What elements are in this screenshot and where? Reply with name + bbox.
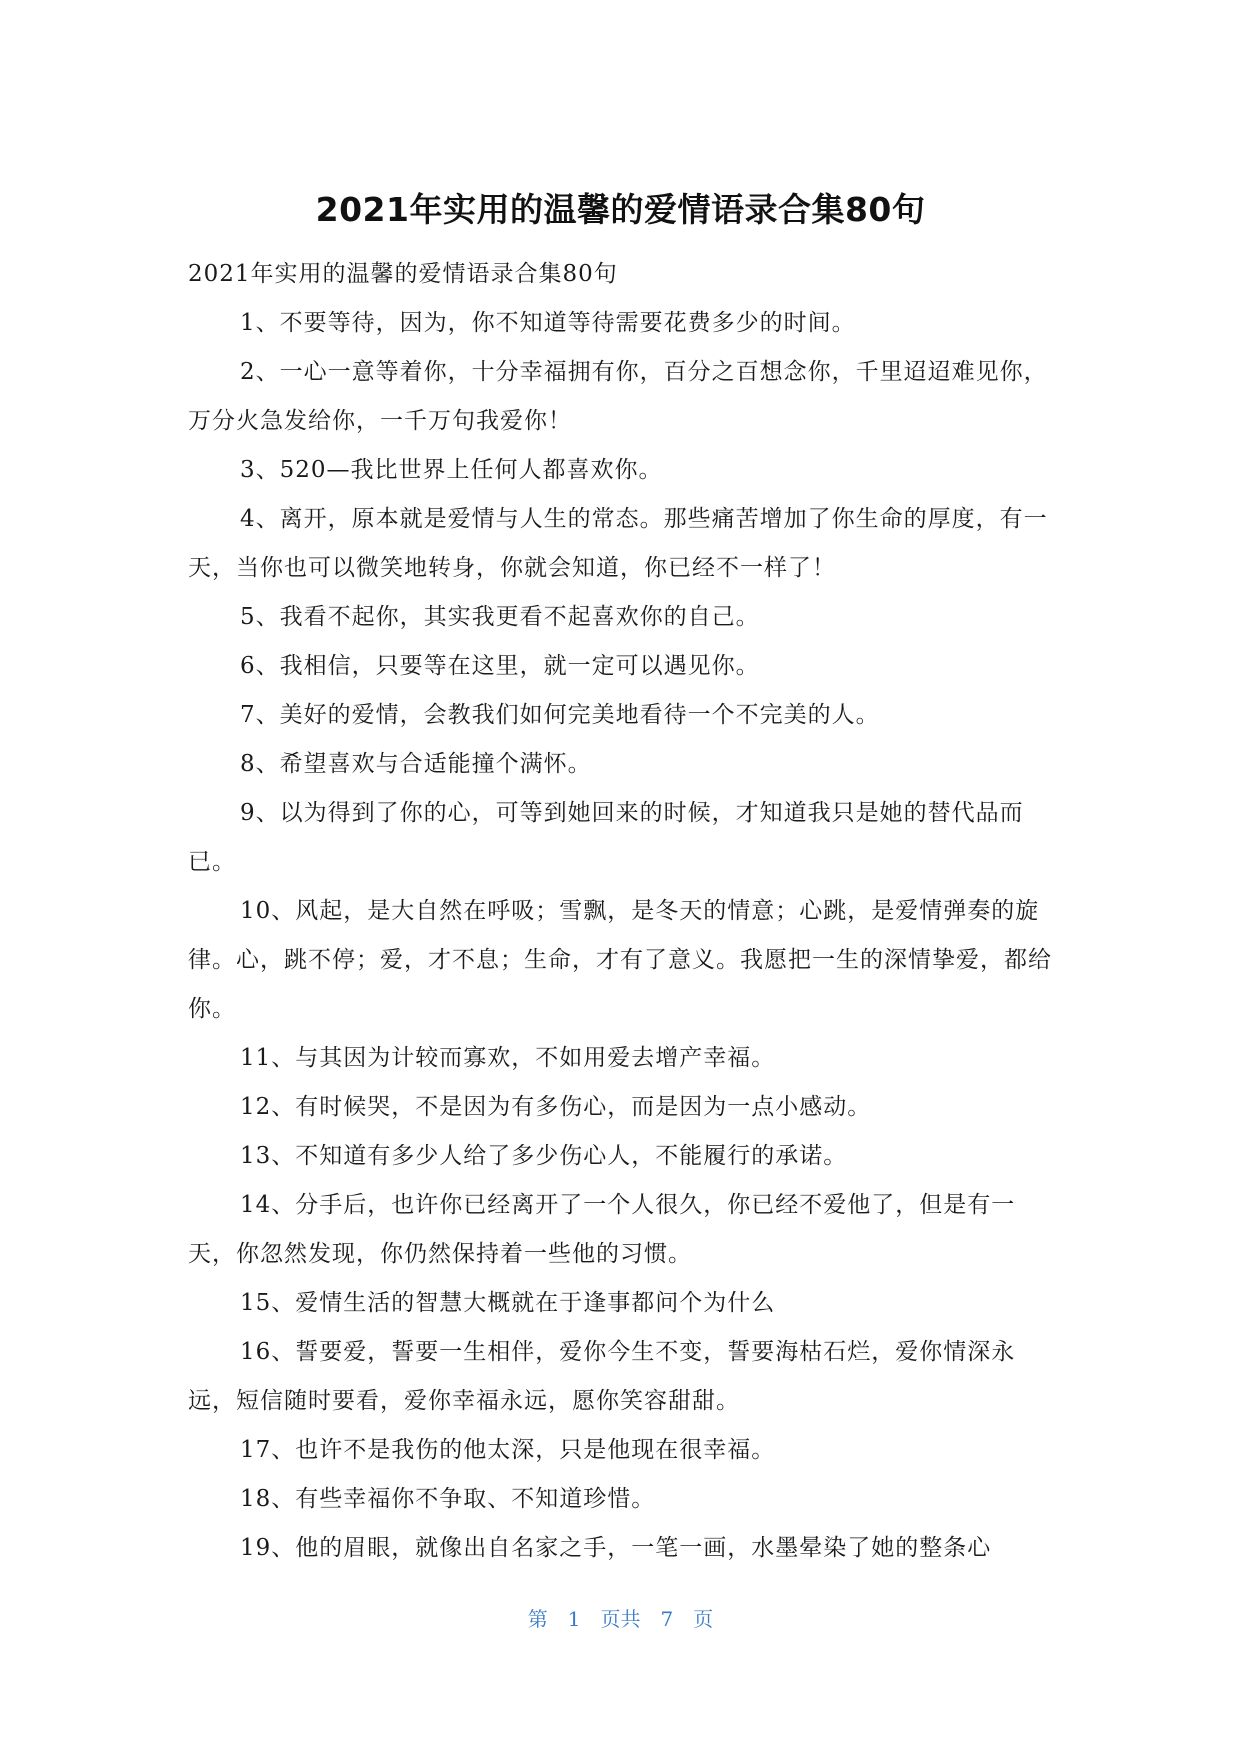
paragraph: 19、他的眉眼，就像出自名家之手，一笔一画，水墨晕染了她的整条心 [240, 1535, 992, 1561]
paragraph: 3、520—我比世界上任何人都喜欢你。 [240, 457, 663, 483]
paragraph: 14、分手后，也许你已经离开了一个人很久，你已经不爱他了，但是有一天，你忽然发现，你仍然保持着一些他的习惯。 [188, 1192, 1016, 1267]
document-subtitle: 2021年实用的温馨的爱情语录合集80句 [188, 261, 618, 287]
paragraph: 6、我相信，只要等在这里，就一定可以遇见你。 [240, 653, 760, 679]
paragraph: 2、一心一意等着你，十分幸福拥有你，百分之百想念你，千里迢迢难见你，万分火急发给你，一千万句我爱你！ [188, 359, 1048, 434]
paragraph: 10、风起，是大自然在呼吸；雪飘，是冬天的情意；心跳，是爱情弹奏的旋律。心，跳不停；爱，才不息；生命，才有了意义。我愿把一生的深情挚爱，都给你。 [188, 898, 1052, 1022]
paragraph: 11、与其因为计较而寡欢，不如用爱去增产幸福。 [240, 1045, 776, 1071]
paragraph: 4、离开，原本就是爱情与人生的常态。那些痛苦增加了你生命的厚度，有一天，当你也可以微笑地转身，你就会知道，你已经不一样了！ [188, 506, 1048, 581]
document-body [188, 250, 1054, 1573]
paragraph: 8、希望喜欢与合适能撞个满怀。 [240, 751, 592, 777]
page-footer [0, 1603, 1241, 1632]
page-label-prefix: 第 [527, 1607, 548, 1631]
paragraph: 9、以为得到了你的心，可等到她回来的时候，才知道我只是她的替代品而已。 [188, 800, 1024, 875]
paragraph: 7、美好的爱情，会教我们如何完美地看待一个不完美的人。 [240, 702, 880, 728]
paragraph: 12、有时候哭，不是因为有多伤心，而是因为一点小感动。 [240, 1094, 872, 1120]
page-title: 2021年实用的温馨的爱情语录合集80句 [315, 190, 926, 229]
paragraph: 16、誓要爱，誓要一生相伴，爱你今生不变，誓要海枯石烂，爱你情深永远，短信随时要看，爱你幸福永远，愿你笑容甜甜。 [188, 1339, 1016, 1414]
page-label-suffix: 页 [693, 1607, 714, 1631]
total-pages-number: 7 [660, 1607, 674, 1631]
paragraph: 5、我看不起你，其实我更看不起喜欢你的自己。 [240, 604, 760, 630]
paragraph: 1、不要等待，因为，你不知道等待需要花费多少的时间。 [240, 310, 856, 336]
page-label-mid: 页共 [600, 1607, 641, 1631]
paragraph: 17、也许不是我伤的他太深，只是他现在很幸福。 [240, 1437, 776, 1463]
paragraph: 15、爱情生活的智慧大概就在于逢事都问个为什么 [240, 1290, 776, 1316]
current-page-number: 1 [567, 1607, 581, 1631]
paragraph: 18、有些幸福你不争取、不知道珍惜。 [240, 1486, 656, 1512]
paragraph: 13、不知道有多少人给了多少伤心人，不能履行的承诺。 [240, 1143, 848, 1169]
